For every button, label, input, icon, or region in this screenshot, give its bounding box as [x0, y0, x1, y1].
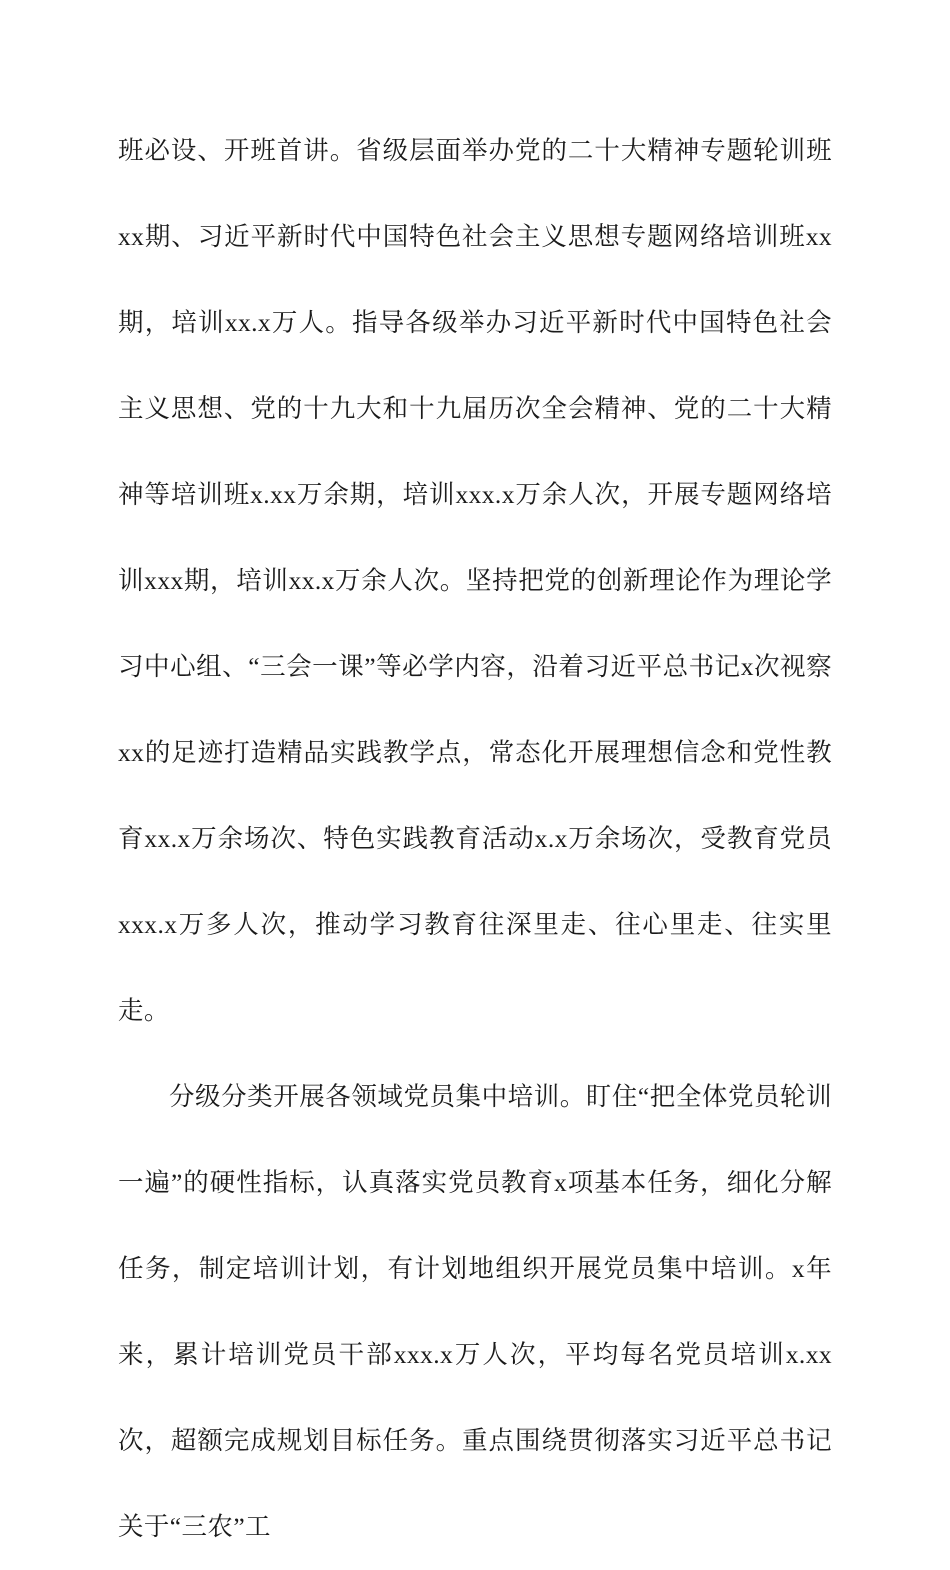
- paragraph-2: 分级分类开展各领域党员集中培训。盯住“把全体党员轮训一遍”的硬性指标，认真落实党员教育x项基本任务，细化分解任务，制定培训计划，有计划地组织开展党员集中培训。x年来，累计培训党员干部xxx.x万人次，平均每名党员培训x.xx次，超额完成规划目标任务。重点围绕贯彻落实习近平总书记关于“三农”工: [118, 1082, 832, 1541]
- document-body: [118, 108, 832, 1570]
- paragraph-1: 班必设、开班首讲。省级层面举办党的二十大精神专题轮训班xx期、习近平新时代中国特色社会主义思想专题网络培训班xx期，培训xx.x万人。指导各级举办习近平新时代中国特色社会主义思想、党的十九大和十九届历次全会精神、党的二十大精神等培训班x.xx万余期，培训xxx.x万余人次，开展专题网络培训xxx期，培训xx.x万余人次。坚持把党的创新理论作为理论学习中心组、“三会一课”等必学内容，沿着习近平总书记x次视察xx的足迹打造精品实践教学点，常态化开展理想信念和党性教育xx.x万余场次、特色实践教育活动x.x万余场次，受教育党员xxx.x万多人次，推动学习教育往深里走、往心里走、往实里走。: [118, 136, 832, 1025]
